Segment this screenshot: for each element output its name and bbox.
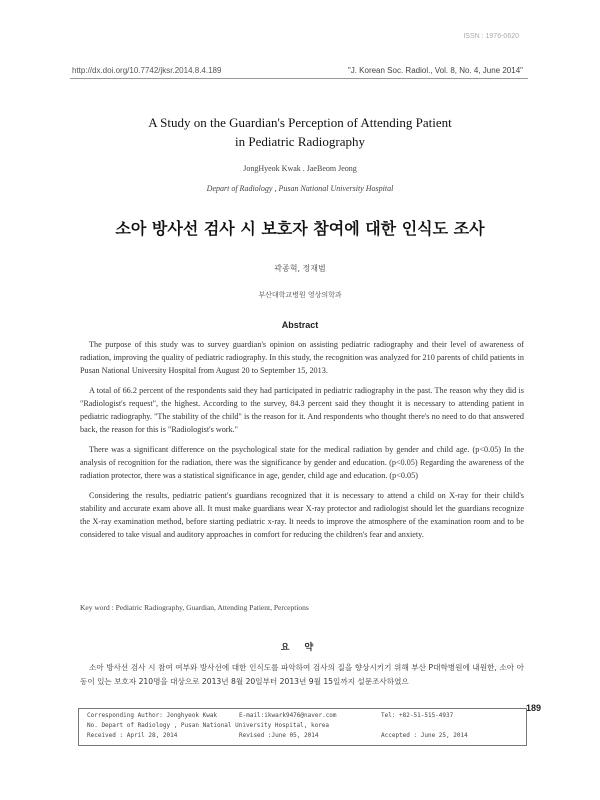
korean-title: 소아 방사선 검사 시 보호자 참여에 대한 인식도 조사 [115,219,485,238]
page-number: 189 [526,703,542,713]
abstract-body [80,338,524,548]
abstract-paragraph: There was a significant difference on the psychological state for the medical radiation by gender and child age. (p<0.05) In the analysis of recognition for the radiation, there was the significance by gender and education. (p<0.05) Regarding the awareness of the radiation protector, there was a statistical significance in age, gender, child age and education. (p<0.05) [80,445,524,480]
journal-citation: "J. Korean Soc. Radiol., Vol. 8, No. 4, June 2014" [347,66,523,75]
header-divider [70,78,528,79]
abstract-paragraph: Considering the results, pediatric patient's guardians recognized that it is necessary to attend a child on X-ray for their child's stability and accurate exam above all. It must make guardians wear X-ray protector and radiologist should let the guardians recognize the X-ray examination method, before starting pediatric x-ray. It needs to improve the atmosphere of the examination room and to be considered to take visual and auditory approaches in comfort for reducing the children's fear and anxiety. [80,491,524,539]
abstract-paragraph: The purpose of this study was to survey guardian's opinion on assisting pediatric radiography and their level of awareness of radiation, improving the quality of pediatric radiography. In this study, the recognition was analyzed for 210 parents of child patients in Pusan National University Hospital from August 20 to September 15, 2013. [80,340,524,375]
paper-title-line2: in Pediatric Radiography [235,134,365,149]
accepted-date: Accepted : June 25, 2014 [381,732,468,739]
summary-body: 소아 방사선 검사 시 참여 여부와 방사선에 대한 인식도를 파악하여 검사의 질을 향상시키기 위해 부산 P대학병원에 내원한, 소아 아동이 있는 보호자 210명을 대상으로 2013년 8월 20일부터 2013년 9월 15일까지 설문조사하였으 [80,663,524,686]
issn: ISSN : 1976-0620 [463,33,519,40]
korean-department: 부산대학교병원 영상의학과 [258,291,342,299]
abstract-paragraph: A total of 66.2 percent of the respondents said they had participated in pediatric radiography in the past. The reason why they did is "Radiologist's request", the highest. According to the survey, 84.3 percent said they thought it is necessary to attending patient in pediatric radiography. "The stability of the child" is the reason for it. And respondents who thought there's no need to do that answered back, the reason for this is "Radiologist's work." [80,386,524,434]
keywords: Key word : Pediatric Radiography, Guardian, Attending Patient, Perceptions [80,603,309,612]
corresponding-author: Corresponding Author: Jonghyeok Kwak [87,712,218,719]
department: Depart of Radiology , Pusan National University Hospital [206,184,394,193]
received-date: Received : April 28, 2014 [87,732,178,739]
korean-authors: 곽종혁, 정재범 [274,264,326,273]
author-tel: Tel: +82-51-515-4937 [381,712,454,719]
footer-info-box [78,708,527,746]
authors: JongHyeok Kwak . JaeBeom Jeong [243,164,357,173]
paper-title-line1: A Study on the Guardian's Perception of Attending Patient [148,115,452,130]
author-email[interactable]: E-mail:ikwark9476@naver.com [239,712,337,719]
paper-title [70,113,530,151]
abstract-heading: Abstract [281,320,319,330]
author-affiliation: No. Depart of Radiology , Pusan National University Hospital, korea [87,722,330,729]
doi-link[interactable]: http://dx.doi.org/10.7742/jksr.2014.8.4.189 [72,66,222,75]
summary-heading: 요 약 [280,643,320,653]
revised-date: Revised :June 05, 2014 [239,732,319,739]
